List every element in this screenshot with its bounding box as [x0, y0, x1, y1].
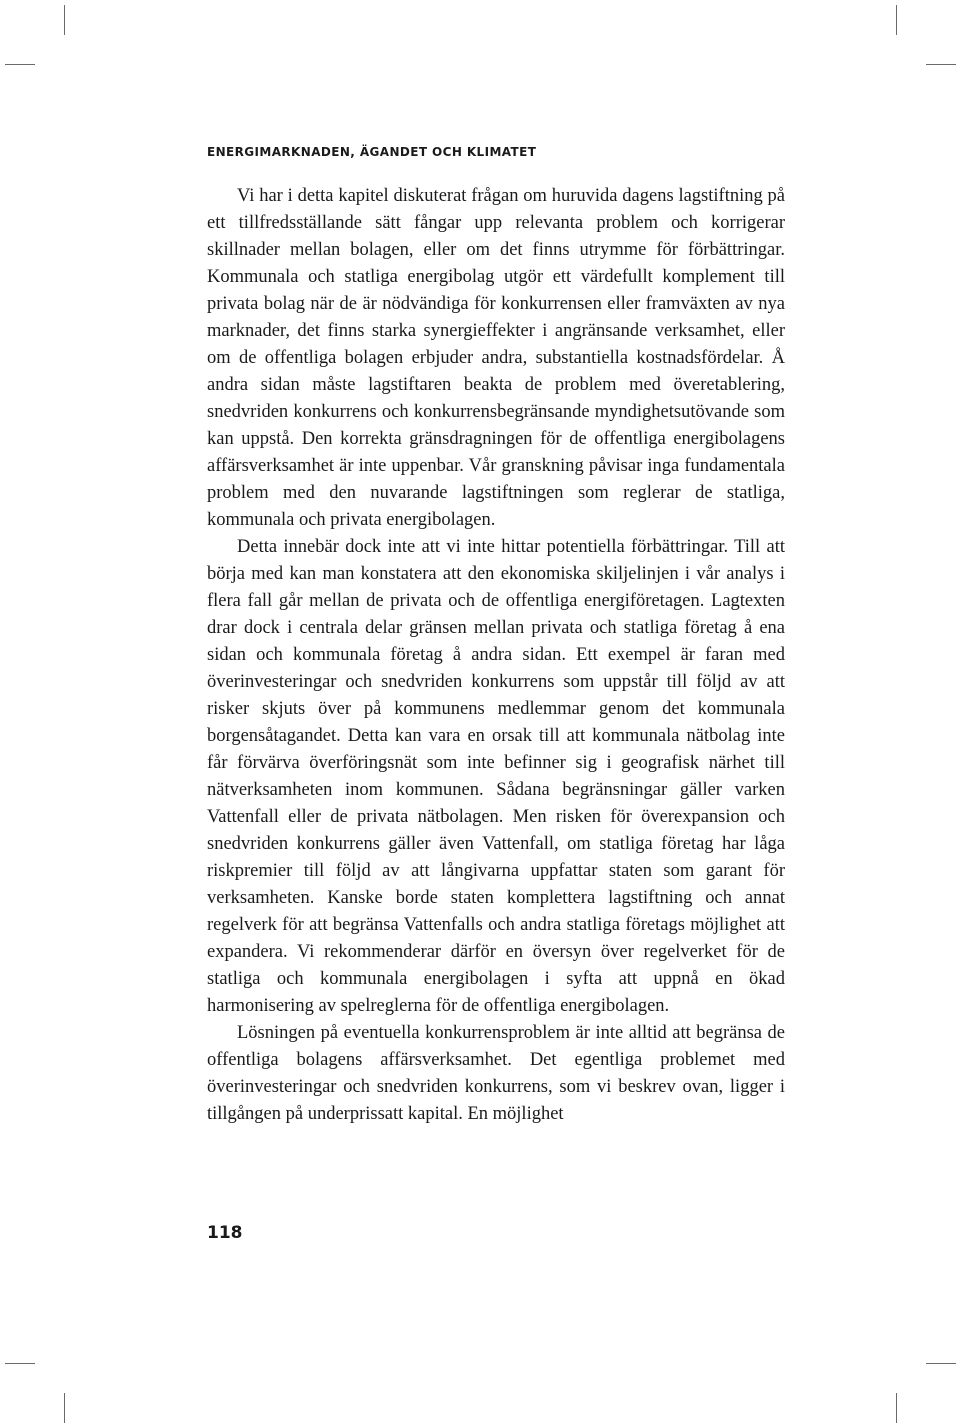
crop-mark-top-right — [896, 5, 897, 35]
paragraph-3: Lösningen på eventuella konkurrensproblem är inte alltid att begränsa de offentliga bolagens affärsverksamhet. Det egentliga problemet med överinvesteringar och snedvriden konkurrens, som vi beskrev ovan, ligger i tillgången på underprissatt kapital. En möjlighet — [207, 1023, 785, 1124]
body-text — [207, 183, 785, 1128]
crop-mark-top-left — [64, 5, 65, 35]
crop-mark-top-right-h — [926, 64, 956, 65]
crop-mark-bottom-right-h — [926, 1363, 956, 1364]
crop-mark-bottom-left — [64, 1393, 65, 1423]
paragraph-1: Vi har i detta kapitel diskuterat frågan om huruvida dagens lagstiftning på ett tillfredsställande sätt fångar upp relevanta problem och korrigerar skillnader mellan bolagen, eller om det finns utrymme för förbättringar. Kommunala och statliga energibolag utgör ett värdefullt komplement till privata bolag när de är nödvändiga för konkurrensen eller framväxten av nya marknader, det finns starka synergieffekter i angränsande verksamhet, eller om de offentliga bolagen erbjuder andra, substantiella kostnadsfördelar. Å andra sidan måste lagstiftaren beakta de problem med överetablering, snedvriden konkurrens och konkurrensbegränsande myndighetsutövande som kan uppstå. Den korrekta gränsdragningen för de offentliga energibolagens affärsverksamhet är inte uppenbar. Vår granskning påvisar inga fundamentala problem med den nuvarande lagstiftningen som reglerar de statliga, kommunala och privata energibolagen. — [207, 186, 785, 530]
page-number: 118 — [207, 1223, 243, 1243]
crop-mark-bottom-right — [896, 1393, 897, 1423]
paragraph-2: Detta innebär dock inte att vi inte hittar potentiella förbättringar. Till att börja med kan man konstatera att den ekonomiska skiljelinjen i vår analys i flera fall går mellan de privata och de offentliga energiföretagen. Lagtexten drar dock i centrala delar gränsen mellan privata och statliga företag å ena sidan och kommunala företag å andra sidan. Ett exempel är faran med överinvesteringar och snedvriden konkurrens som uppstår till följd av att risker skjuts över på kommunens medlemmar genom det kommunala borgensåtagandet. Detta kan vara en orsak till att kommunala nätbolag inte får förvärva överföringsnät som inte befinner sig i geografisk närhet till nätverksamheten inom kommunen. Sådana begränsningar gäller varken Vattenfall eller de privata nätbolagen. Men risken för överexpansion och snedvriden konkurrens gäller även Vattenfall, om statliga företag har låga riskpremier till följd av att långivarna uppfattar staten som garant för verksamheten. Kanske borde staten komplettera lagstiftning och annat regelverk för att begränsa Vattenfalls och andra statliga företags möjlighet att expandera. Vi rekommenderar därför en översyn över regelverket för de statliga och kommunala energibolagen i syfta att uppnå en ökad harmonisering av spelreglerna för de offentliga energibolagen. — [207, 537, 785, 1016]
running-title: ENERGIMARKNADEN, ÄGANDET OCH KLIMATET — [207, 145, 537, 159]
crop-mark-top-left-h — [5, 64, 35, 65]
crop-mark-bottom-left-h — [5, 1363, 35, 1364]
